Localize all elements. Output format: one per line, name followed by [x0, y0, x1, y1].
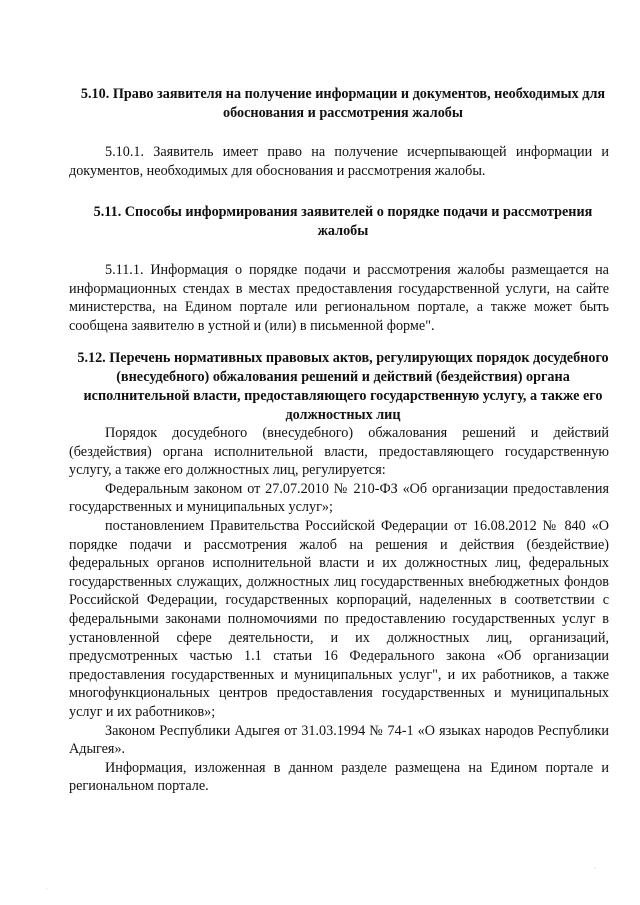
paragraph-adygea-law: Законом Республики Адыгея от 31.03.1994 № 74-1 «О языках народов Республики Адыгея».	[69, 722, 609, 758]
scan-speck: ·	[46, 886, 48, 892]
paragraph-procedure-intro: Порядок досудебного (внесудебного) обжалования решений и действий (бездействия) органа исполнительной власти, предоставляющего государственную услугу, а также его должностных лиц, регулируется:	[69, 425, 609, 479]
section-heading-5-12: 5.12. Перечень нормативных правовых актов, регулирующих порядок досудебного (внесудебного) обжалования решений и действий (бездействия) органа исполнительной власти, предоставляющего государственную услугу, а также его должностных лиц	[77, 350, 609, 423]
section-body-5-12	[69, 424, 609, 796]
paragraph-federal-law: Федеральным законом от 27.07.2010 № 210-ФЗ «Об организации предоставления государственных и муниципальных услуг»;	[69, 480, 609, 516]
paragraph-5-11-1: 5.11.1. Информация о порядке подачи и рассмотрения жалобы размещается на информационных стендах в местах предоставления государственной услуги, на сайте министерства, на Едином портале или региональном портале, а также может быть сообщена заявителю в устной и (или) в письменной форме".	[69, 262, 609, 334]
paragraph-5-10-1: 5.10.1. Заявитель имеет право на получение исчерпывающей информации и документов, необходимых для обоснования и рассмотрения жалобы.	[69, 144, 609, 179]
section-heading-5-11: 5.11. Способы информирования заявителей о порядке подачи и рассмотрения жалобы	[93, 204, 593, 239]
section-heading-5-10: 5.10. Право заявителя на получение информации и документов, необходимых для обоснования и рассмотрения жалобы	[80, 86, 606, 121]
paragraph-publication-info: Информация, изложенная в данном разделе размещена на Едином портале и региональном портале.	[69, 759, 609, 795]
paragraph-government-decree: постановлением Правительства Российской Федерации от 16.08.2012 № 840 «О порядке подачи и рассмотрения жалоб на решения и действия (бездействие) федеральных органов исполнительной власти и их должностных лиц, федеральных государственных служащих, должностных лиц государственных внебюджетных фондов Российской Федерации, государственных корпораций, наделенных в соответствии с федеральными законами полномочиями по предоставлению государственных услуг в установленной сфере деятельности, и их должностных лиц, организаций, предусмотренных частью 1.1 статьи 16 Федерального закона «Об организации предоставления государственных и муниципальных услуг", и их работников, а также многофункциональных центров предоставления государственных и муниципальных услуг и их работников»;	[69, 517, 609, 720]
scan-speck: ·	[594, 866, 596, 872]
